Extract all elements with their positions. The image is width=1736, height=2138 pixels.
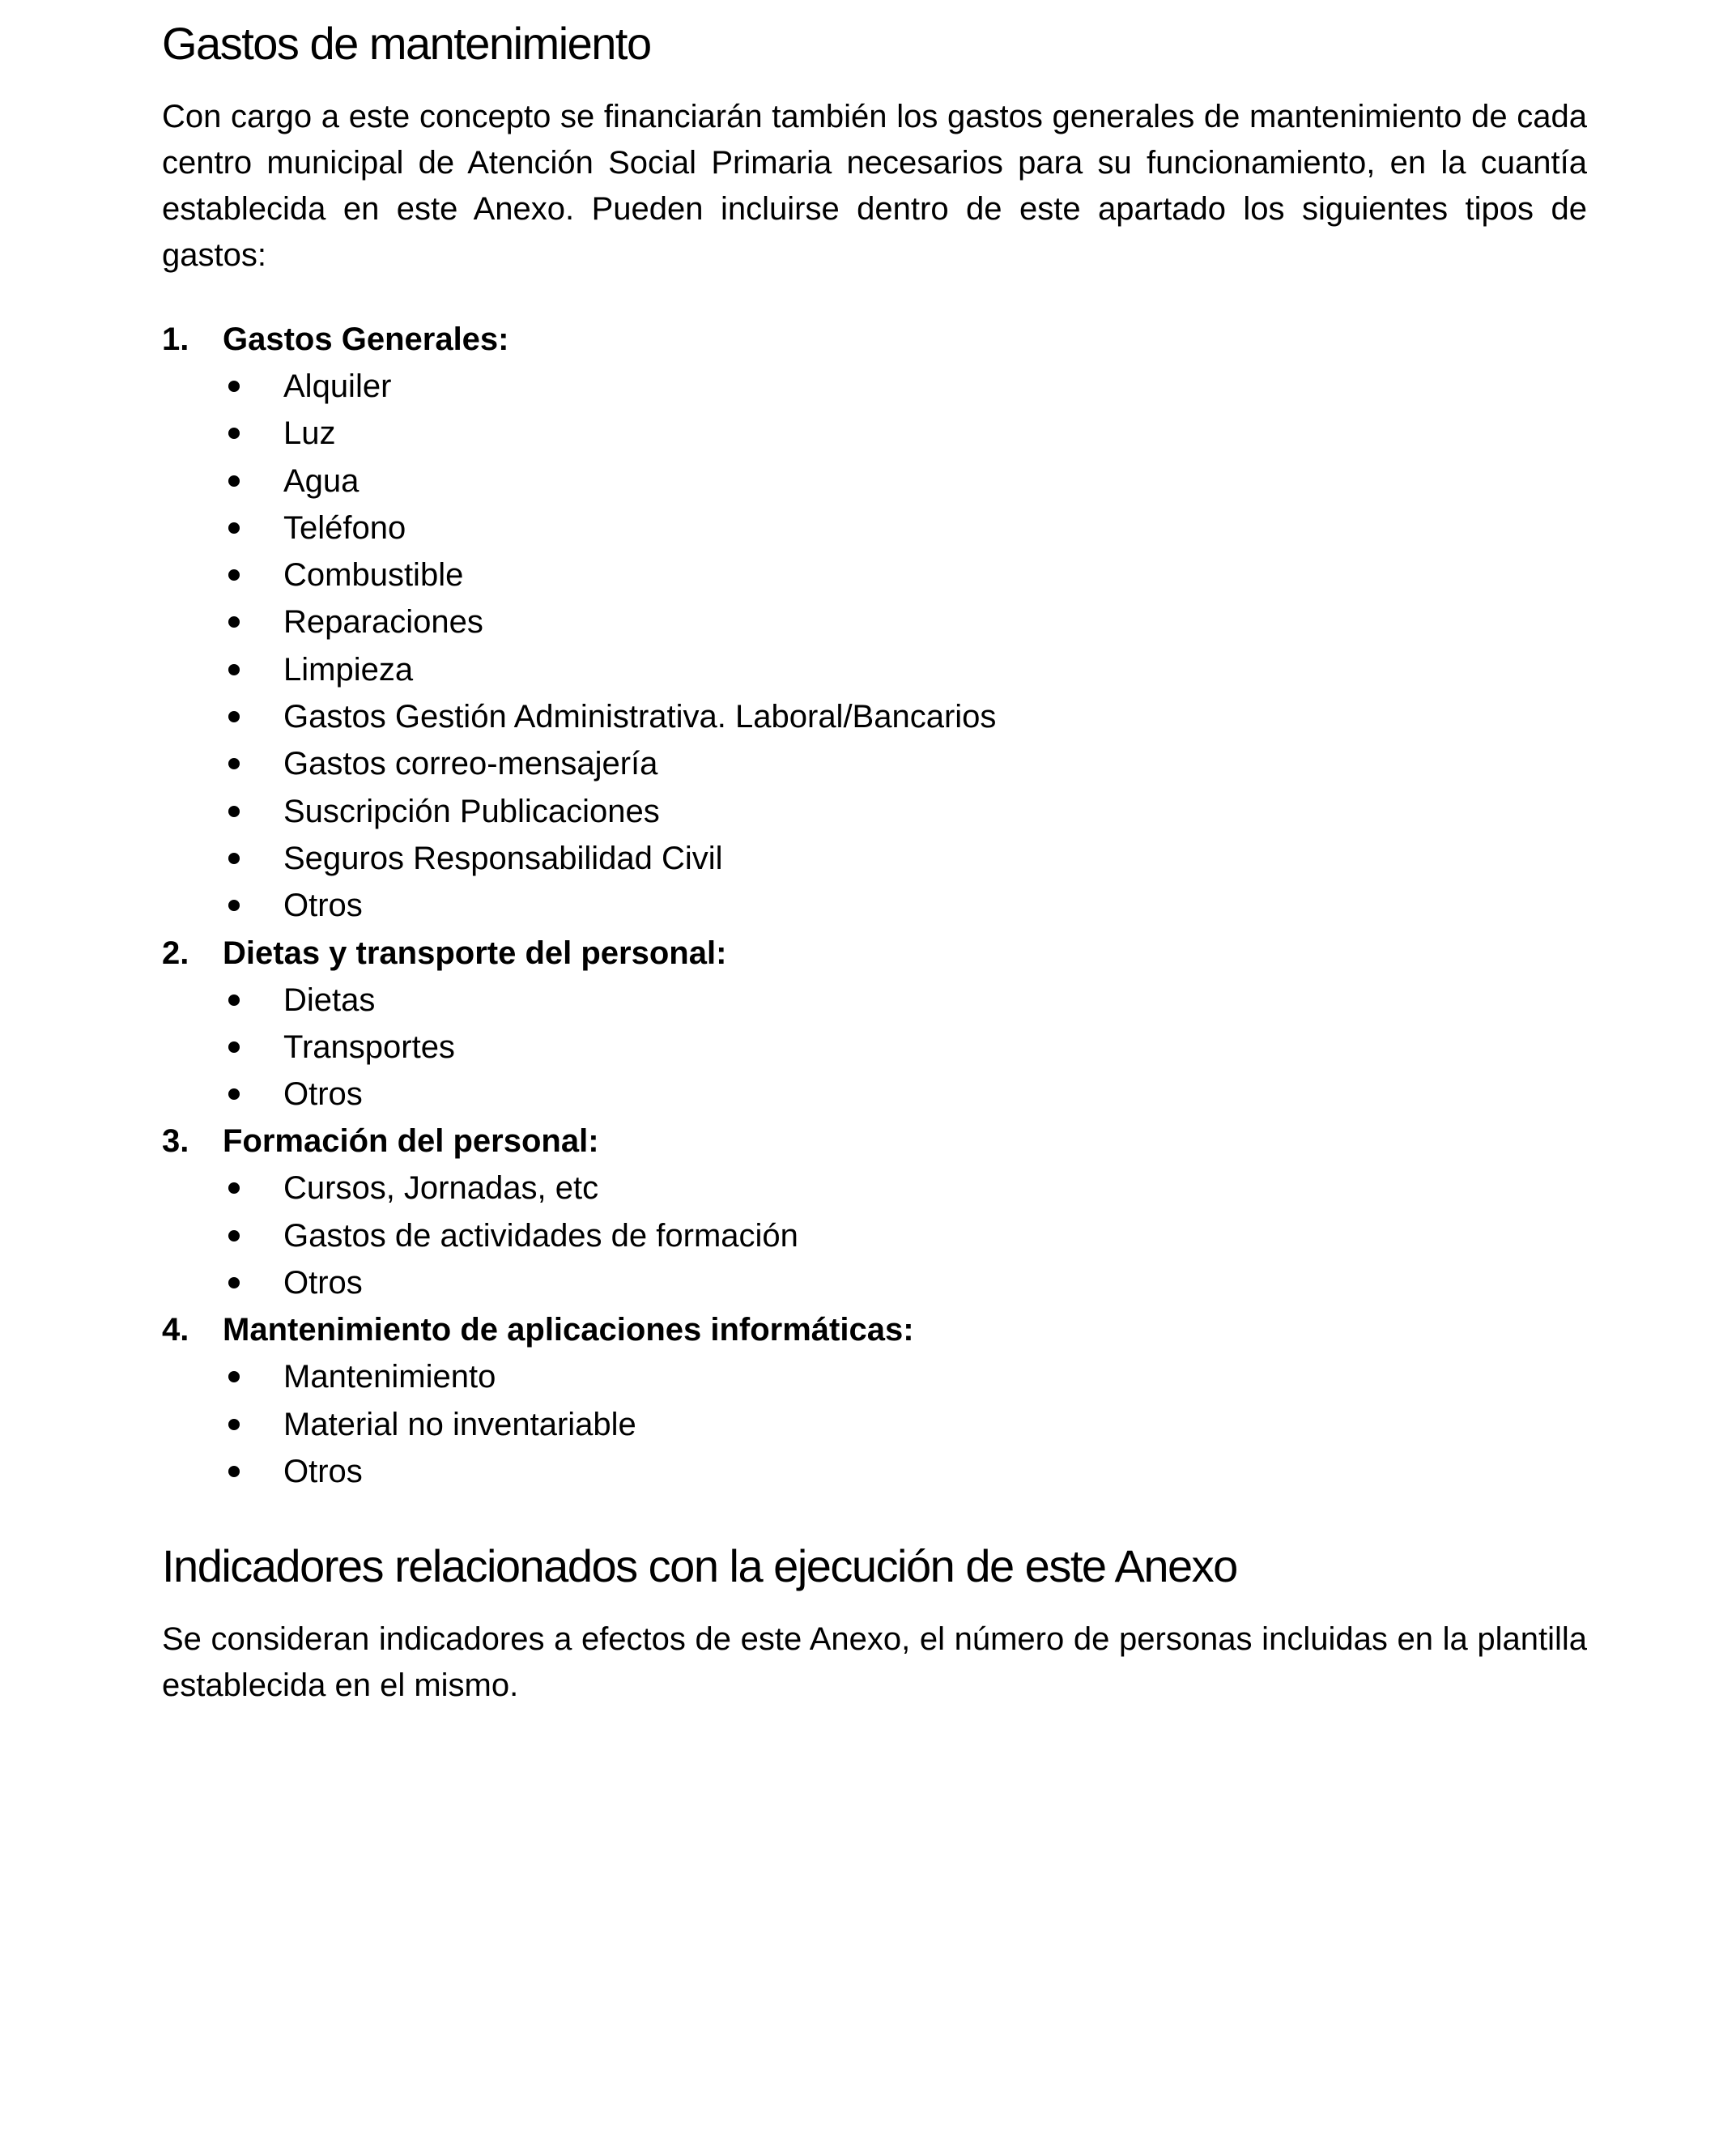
list-item: [162, 1448, 1587, 1495]
section-heading-maintenance: Gastos de mantenimiento: [162, 18, 651, 69]
category-label: Gastos Generales:: [223, 322, 509, 357]
bullet-icon: [228, 1466, 240, 1477]
list-item: [162, 363, 1587, 410]
list-item: [162, 882, 1587, 929]
list-item: [162, 552, 1587, 598]
list-item-label: Alquiler: [283, 368, 392, 404]
list-item-label: Gastos correo-mensajería: [283, 746, 658, 782]
section-heading-indicators: Indicadores relacionados con la ejecución de este Anexo: [162, 1540, 1237, 1591]
list-item: [162, 1024, 1587, 1071]
list-item: [162, 693, 1587, 740]
list-item: [162, 977, 1587, 1024]
list-item-label: Suscripción Publicaciones: [283, 793, 660, 829]
list-item: [162, 1071, 1587, 1118]
bullet-icon: [228, 994, 240, 1006]
bullet-icon: [228, 381, 240, 392]
bullet-icon: [228, 853, 240, 864]
bullet-icon: [228, 428, 240, 439]
list-item-label: Mantenimiento: [283, 1359, 496, 1395]
bullet-icon: [228, 1041, 240, 1053]
list-item: [162, 410, 1587, 457]
list-item-label: Material no inventariable: [283, 1406, 636, 1442]
bullet-icon: [228, 475, 240, 487]
list-item: [162, 788, 1587, 835]
list-item: [162, 1401, 1587, 1448]
expense-category: [162, 1118, 1587, 1165]
bullet-icon: [228, 616, 240, 628]
bullet-icon: [228, 900, 240, 911]
list-item-label: Dietas: [283, 982, 376, 1018]
category-number: 2.: [162, 935, 189, 971]
list-item: [162, 598, 1587, 645]
list-item: [162, 1353, 1587, 1400]
category-label: Mantenimiento de aplicaciones informáticas:: [223, 1312, 914, 1348]
list-item-label: Teléfono: [283, 509, 406, 546]
list-item: [162, 835, 1587, 882]
list-item-label: Reparaciones: [283, 604, 483, 641]
bullet-icon: [228, 522, 240, 534]
category-number: 1.: [162, 322, 189, 357]
bullet-icon: [228, 806, 240, 817]
list-item: [162, 1212, 1587, 1259]
bullet-icon: [228, 1230, 240, 1241]
bullet-icon: [228, 758, 240, 769]
bullet-icon: [228, 1182, 240, 1194]
maintenance-paragraph: Con cargo a este concepto se financiarán también los gastos generales de mantenimiento de cada centro municipal de Atención Social Primaria necesarios para su funcionamiento, en la cuantía establecida en este Anexo. Pueden incluirse dentro de este apartado los siguientes tipos de gastos:: [162, 99, 1587, 273]
list-item-label: Limpieza: [283, 651, 414, 688]
indicators-paragraph: Se consideran indicadores a efectos de este Anexo, el número de personas incluidas en la plantilla establecida en el mismo.: [162, 1621, 1587, 1703]
list-item-label: Agua: [283, 462, 360, 499]
list-item-label: Luz: [283, 415, 336, 452]
list-item-label: Otros: [283, 888, 363, 924]
list-item-label: Otros: [283, 1265, 363, 1301]
list-item-label: Cursos, Jornadas, etc: [283, 1170, 599, 1207]
bullet-icon: [228, 711, 240, 722]
list-item-label: Transportes: [283, 1029, 455, 1065]
list-item-label: Gastos Gestión Administrativa. Laboral/Bancarios: [283, 699, 997, 735]
list-item-label: Otros: [283, 1076, 363, 1113]
list-item-label: Seguros Responsabilidad Civil: [283, 840, 723, 876]
expense-category: [162, 316, 1587, 363]
category-number: 3.: [162, 1123, 189, 1160]
bullet-icon: [228, 1088, 240, 1100]
list-item: [162, 1259, 1587, 1306]
bullet-icon: [228, 569, 240, 581]
category-label: Dietas y transporte del personal:: [223, 935, 727, 971]
bullet-icon: [228, 1371, 240, 1382]
list-item: [162, 505, 1587, 552]
category-number: 4.: [162, 1312, 189, 1348]
bullet-icon: [228, 1419, 240, 1430]
expense-category: [162, 1306, 1587, 1353]
list-item: [162, 740, 1587, 787]
bullet-icon: [228, 664, 240, 675]
expense-category: [162, 930, 1587, 977]
category-label: Formación del personal:: [223, 1123, 599, 1160]
list-item: [162, 458, 1587, 505]
bullet-icon: [228, 1277, 240, 1288]
list-item: [162, 1165, 1587, 1212]
list-item-label: Combustible: [283, 557, 464, 594]
list-item-label: Gastos de actividades de formación: [283, 1217, 798, 1254]
list-item: [162, 646, 1587, 693]
list-item-label: Otros: [283, 1453, 363, 1489]
expense-list: [162, 316, 1587, 1495]
